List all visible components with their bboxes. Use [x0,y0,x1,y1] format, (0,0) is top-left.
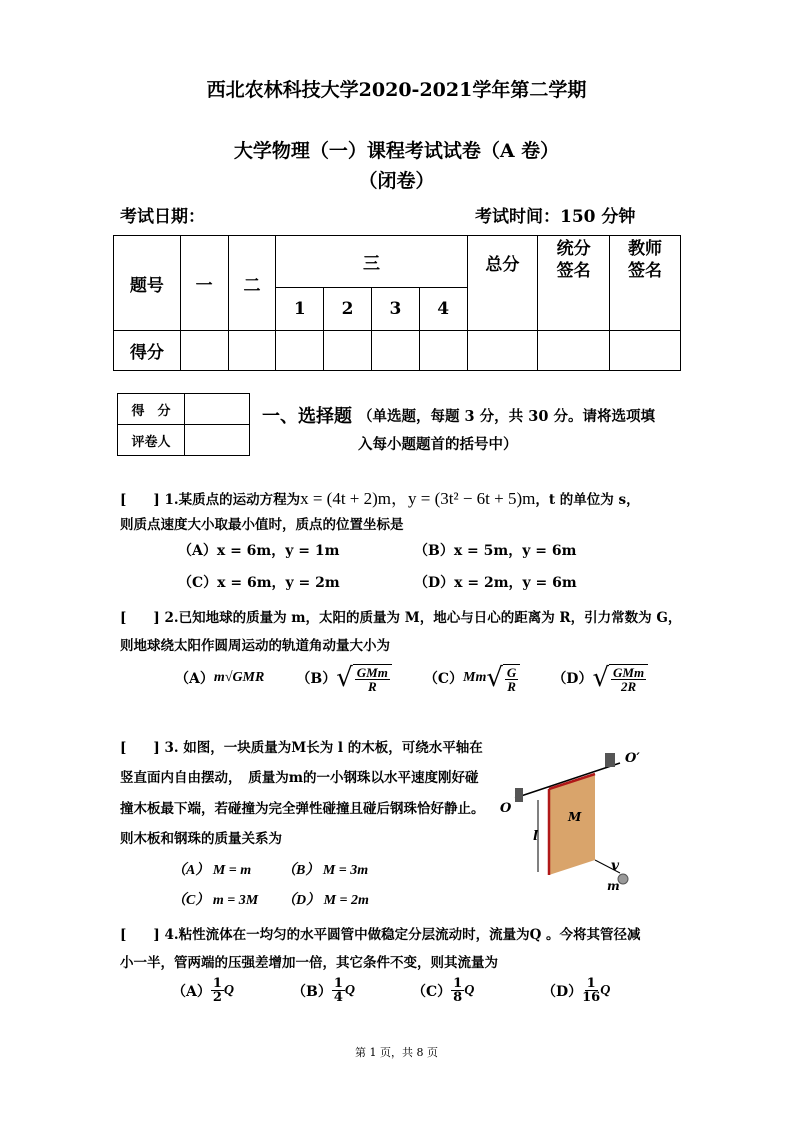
numerator: G [506,664,517,680]
header-part-1: 一 [180,236,228,331]
page-footer: 第 1 页，共 8 页 [355,1046,438,1059]
header-teacher-signature [610,236,681,331]
right-support-icon [605,753,615,767]
question-number: 3. [164,740,179,756]
q4-option-c [412,977,474,1004]
option-d: （D） M = 2m [282,893,369,908]
course-title: 大学物理（一）课程考试试卷（A 卷） [233,140,560,162]
q-symbol: Q [223,982,235,998]
header-question-number: 题号 [114,236,181,331]
equation: x = (4t + 2)m，y = (3t² − 6t + 5)m [300,489,536,508]
tally-text: 统分签名 [556,239,591,281]
denominator: 2R [620,678,637,694]
score-cell[interactable] [467,331,538,371]
score-cell[interactable] [610,331,681,371]
answer-bracket[interactable]: [ ] [120,927,160,943]
grader-score-cell[interactable] [185,394,250,425]
score-table [113,235,681,371]
option-b-label: （B） [296,671,337,687]
question-4-line-2: 小一半，管两端的压强差增加一倍，其它条件不变，则其流量为 [120,955,498,971]
q2-options [175,662,648,694]
option-c-label: （C） [423,671,463,687]
question-2-line-2: 则地球绕太阳作圆周运动的轨道角动量大小为 [120,638,390,654]
option-b: √ $\frac{\text{GMm}}{R}$ [336,664,392,693]
question-text: ，t 的单位为 s， [535,492,640,508]
option-b: （B） M = 3m [282,863,369,878]
question-number: 2. [164,610,179,626]
header-part-2: 二 [228,236,276,331]
teacher-text: 教师签名 [628,239,663,281]
numerator: 1 [586,976,596,991]
question-3-line-4: 则木板和钢珠的质量关系为 [120,831,282,847]
header-sub-4: 4 [419,288,467,331]
answer-bracket[interactable]: [ ] [120,740,160,756]
denominator: 8 [453,990,463,1005]
grader-name-label: 评卷人 [118,425,185,456]
option-a: （A）x = 6m，y = 1m [178,543,340,559]
section-note-2: 入每小题题首的括号中） [358,436,518,453]
university-title: 西北农林科技大学2020-2021学年第二学期 [206,79,587,101]
question-text: 如图，一块质量为M长为 l 的木板，可绕水平轴在 [183,740,483,756]
header-tally-signature [538,236,610,331]
numerator: 1 [333,976,343,991]
header-sub-1: 1 [276,288,324,331]
answer-bracket[interactable]: [ ] [120,610,160,626]
option-label: （B） [292,983,332,1000]
left-support-icon [515,788,523,802]
q-symbol: Q [600,982,611,998]
denominator: R [507,678,516,694]
section-title: 一、选择题 [262,406,352,427]
label-m-ball: m [607,879,620,893]
question-text: 某质点的运动方程为 [178,492,301,508]
question-number: 4. [164,927,179,943]
answer-bracket[interactable]: [ ] [120,492,160,508]
option-label: （D） [542,983,583,1000]
score-cell[interactable] [180,331,228,371]
numerator: 1 [212,976,222,991]
header-total: 总分 [467,236,538,331]
grader-score-label: 得 分 [118,394,185,425]
score-cell[interactable] [419,331,467,371]
question-text: 粘性流体在一均匀的水平圆管中做稳定分层流动时，流量为Q 。今将其管径减 [178,927,641,943]
pendulum-board-figure [495,748,660,898]
grader-box [117,393,250,456]
label-o: O [500,801,512,816]
option-a: m√GMR [213,670,265,685]
question-1 [120,484,640,509]
option-c: （C）x = 6m，y = 2m [178,575,340,591]
q-symbol: Q [464,982,475,998]
option-c-prefix: Mm [463,670,487,685]
numerator: 1 [453,976,463,991]
score-cell[interactable] [228,331,276,371]
question-number: 1. [164,492,179,508]
option-a-label: （A） [175,671,214,687]
option-b: （B）x = 5m，y = 6m [414,543,577,559]
question-text: 已知地球的质量为 m，太阳的质量为 M，地心与日心的距离为 R，引力常数为 G， [178,610,682,626]
score-cell[interactable] [276,331,324,371]
closed-label: （闭卷） [358,170,435,192]
label-velocity: v [611,858,620,874]
question-2 [120,606,681,626]
wooden-board [549,774,595,875]
question-1-line-2: 则质点速度大小取最小值时，质点的位置坐标是 [120,517,404,533]
score-row-label: 得分 [114,331,181,371]
question-3-line-3: 撞木板最下端，若碰撞为完全弹性碰撞且碰后钢珠恰好静止。 [120,801,485,817]
option-c: √ $\frac{G}{R}$ [486,664,520,693]
option-label: （A） [172,983,211,1000]
question-4 [120,923,641,943]
q4-option-a [172,977,234,1004]
option-d-label: （D） [552,671,593,687]
denominator: 4 [333,990,343,1005]
question-3 [120,736,483,756]
numerator: GMm [613,664,645,680]
header-sub-2: 2 [324,288,372,331]
question-3-line-2: 竖直面内自由摆动， 质量为m的一小钢珠以水平速度刚好碰 [120,770,479,786]
label-o-prime: O′ [625,751,640,766]
score-cell[interactable] [324,331,372,371]
option-a: （A） M = m [172,863,252,878]
denominator: 16 [582,990,601,1005]
option-label: （C） [412,983,452,1000]
option-d: √ $\frac{\text{GMm}}{2R}$ [592,664,648,693]
header-sub-3: 3 [371,288,419,331]
score-cell[interactable] [538,331,610,371]
exam-time-label: 考试时间：150 分钟 [475,207,636,227]
q-symbol: Q [344,982,356,998]
option-d: （D）x = 2m，y = 6m [414,575,577,591]
score-cell[interactable] [371,331,419,371]
label-m-board: M [568,810,582,824]
exam-date-label: 考试日期： [120,207,205,227]
section-note-1: （单选题，每题 3 分，共 30 分。请将选项填 [358,408,655,425]
numerator: GMm [356,664,388,680]
denominator: 2 [212,990,222,1005]
option-c: （C） m = 3M [172,893,259,908]
denominator: R [367,678,377,694]
q4-option-d [542,977,610,1004]
label-length: l [533,829,538,844]
q4-option-b [292,977,355,1004]
grader-name-cell[interactable] [185,425,250,456]
header-part-3: 三 [276,236,467,288]
